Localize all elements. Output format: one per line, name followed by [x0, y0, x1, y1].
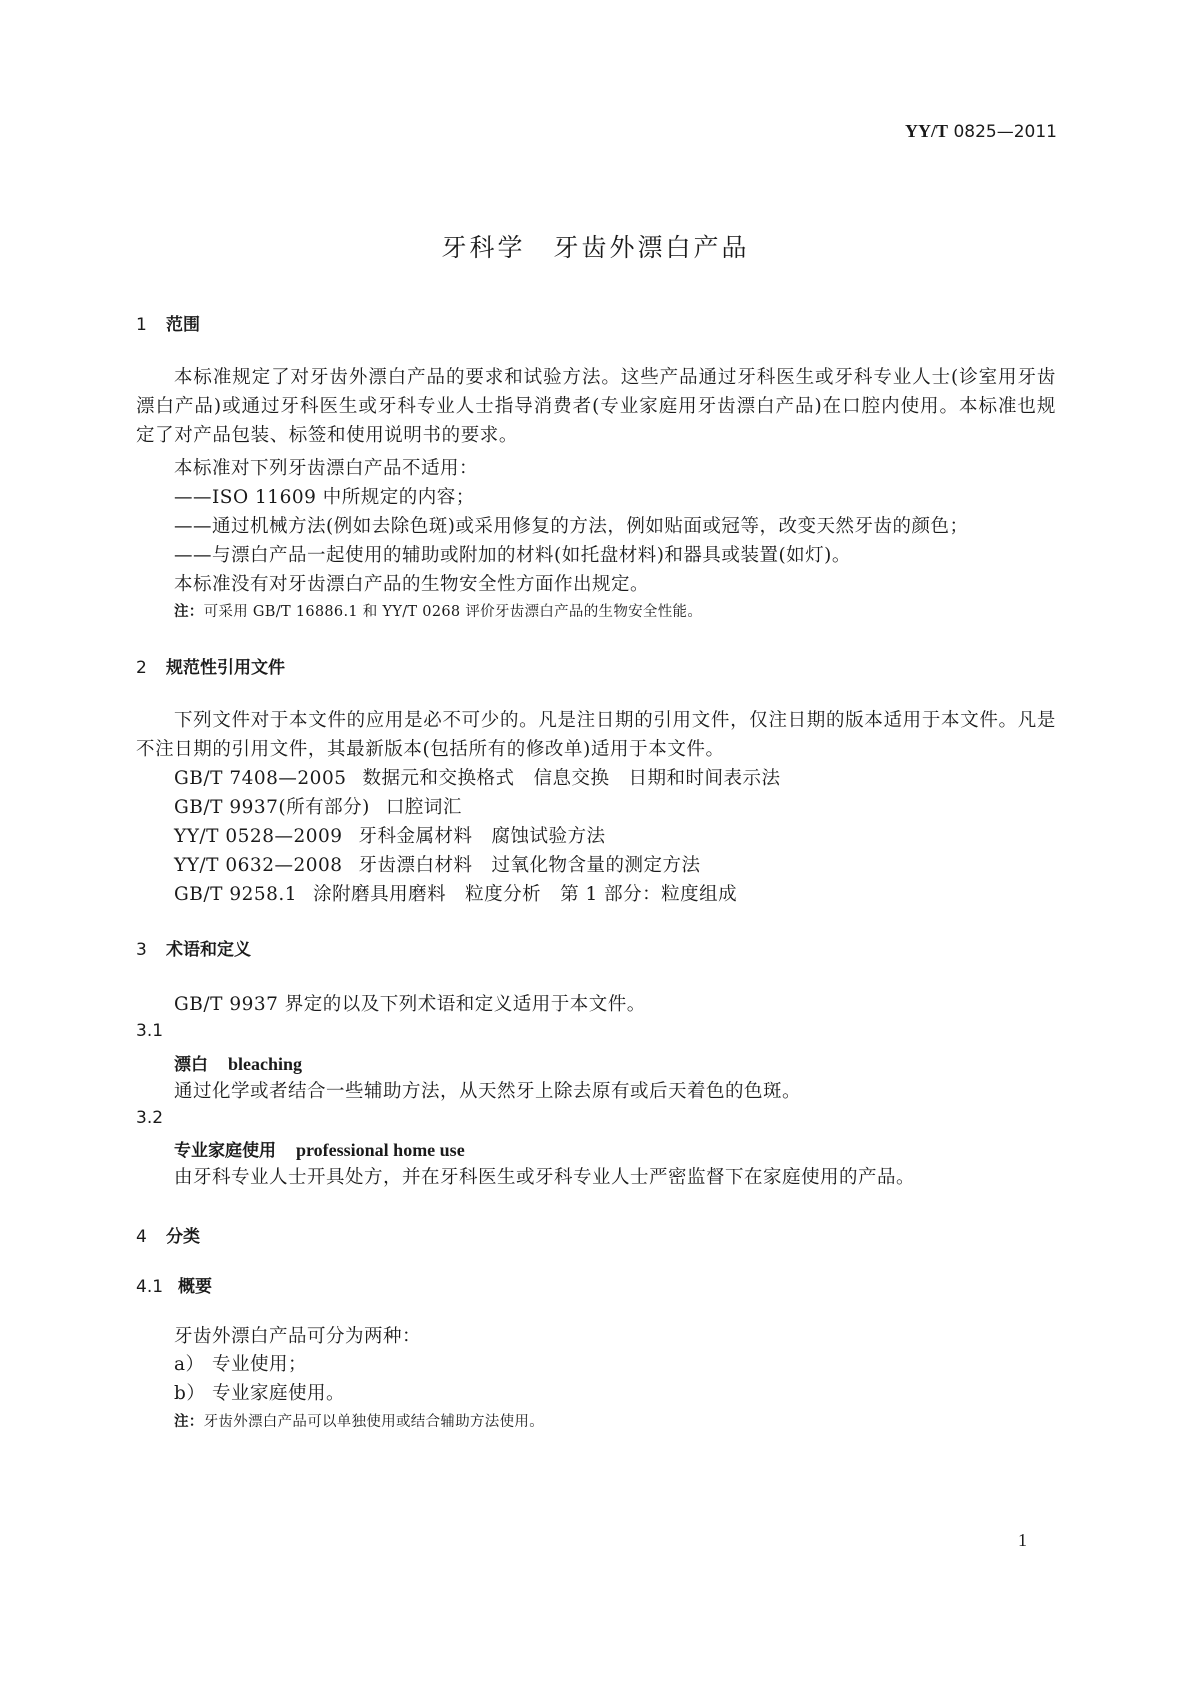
section-2-heading: 2 规范性引用文件: [136, 658, 285, 678]
reference-item: YY/T 0528—2009 牙科金属材料 腐蚀试验方法: [174, 826, 606, 847]
reference-item: GB/T 9937(所有部分) 口腔词汇: [174, 797, 462, 818]
section-4-heading: 4 分类: [136, 1227, 200, 1247]
list-item: a） 专业使用；: [174, 1354, 308, 1375]
standard-code: [905, 121, 1057, 142]
section-1-paragraph-3: 本标准没有对牙齿漂白产品的生物安全性方面作出规定。: [174, 574, 650, 595]
page-number: 1: [1018, 1530, 1027, 1550]
section-1-paragraph-2: 本标准对下列牙齿漂白产品不适用：: [174, 458, 479, 479]
term-heading: 专业家庭使用 professional home use: [174, 1140, 465, 1161]
section-3-heading: 3 术语和定义: [136, 940, 251, 960]
list-item: b） 专业家庭使用。: [174, 1383, 346, 1404]
term-number: 3.2: [136, 1108, 164, 1128]
term-heading: 漂白 bleaching: [174, 1054, 303, 1075]
reference-item: GB/T 7408—2005 数据元和交换格式 信息交换 日期和时间表示法: [174, 768, 781, 789]
exclusion-item: ——通过机械方法(例如去除色斑)或采用修复的方法，例如贴面或冠等，改变天然牙齿的颜色；: [174, 516, 969, 537]
exclusion-item: ——ISO 11609 中所规定的内容；: [174, 487, 475, 508]
document-title: 牙科学 牙齿外漂白产品: [441, 233, 750, 262]
section-1-note: 注：可采用 GB/T 16886.1 和 YY/T 0268 评价牙齿漂白产品的生物安全性能。: [174, 604, 703, 620]
term-number: 3.1: [136, 1021, 164, 1041]
subsection-4-1-heading: 4.1 概要: [136, 1277, 212, 1297]
reference-item: GB/T 9258.1 涂附磨具用磨料 粒度分析 第 1 部分：粒度组成: [174, 884, 738, 905]
section-1-heading: 1 范围: [136, 315, 200, 335]
term-definition: 通过化学或者结合一些辅助方法，从天然牙上除去原有或后天着色的色斑。: [174, 1081, 802, 1102]
subsection-4-1-paragraph: 牙齿外漂白产品可分为两种：: [174, 1326, 422, 1347]
section-1-paragraph-1: 本标准规定了对牙齿外漂白产品的要求和试验方法。这些产品通过牙科医生或牙科专业人士(诊室用牙齿漂白产品)或通过牙科医生或牙科专业人士指导消费者(专业家庭用牙齿漂白产品)在口腔内使用。本标准也规定了对产品包装、标签和使用说明书的要求。: [136, 367, 1056, 446]
standard-number: 0825—2011: [953, 122, 1057, 142]
section-2-paragraph-1: 下列文件对于本文件的应用是必不可少的。凡是注日期的引用文件，仅注日期的版本适用于本文件。凡是不注日期的引用文件，其最新版本(包括所有的修改单)适用于本文件。: [136, 710, 1056, 760]
standard-prefix: YY/T: [905, 121, 949, 141]
subsection-4-1-note: 注：牙齿外漂白产品可以单独使用或结合辅助方法使用。: [174, 1414, 545, 1430]
reference-item: YY/T 0632—2008 牙齿漂白材料 过氧化物含量的测定方法: [174, 855, 701, 876]
exclusion-item: ——与漂白产品一起使用的辅助或附加的材料(如托盘材料)和器具或装置(如灯)。: [174, 545, 851, 566]
term-definition: 由牙科专业人士开具处方，并在牙科医生或牙科专业人士严密监督下在家庭使用的产品。: [174, 1167, 916, 1188]
section-3-paragraph-1: GB/T 9937 界定的以及下列术语和定义适用于本文件。: [174, 994, 646, 1015]
